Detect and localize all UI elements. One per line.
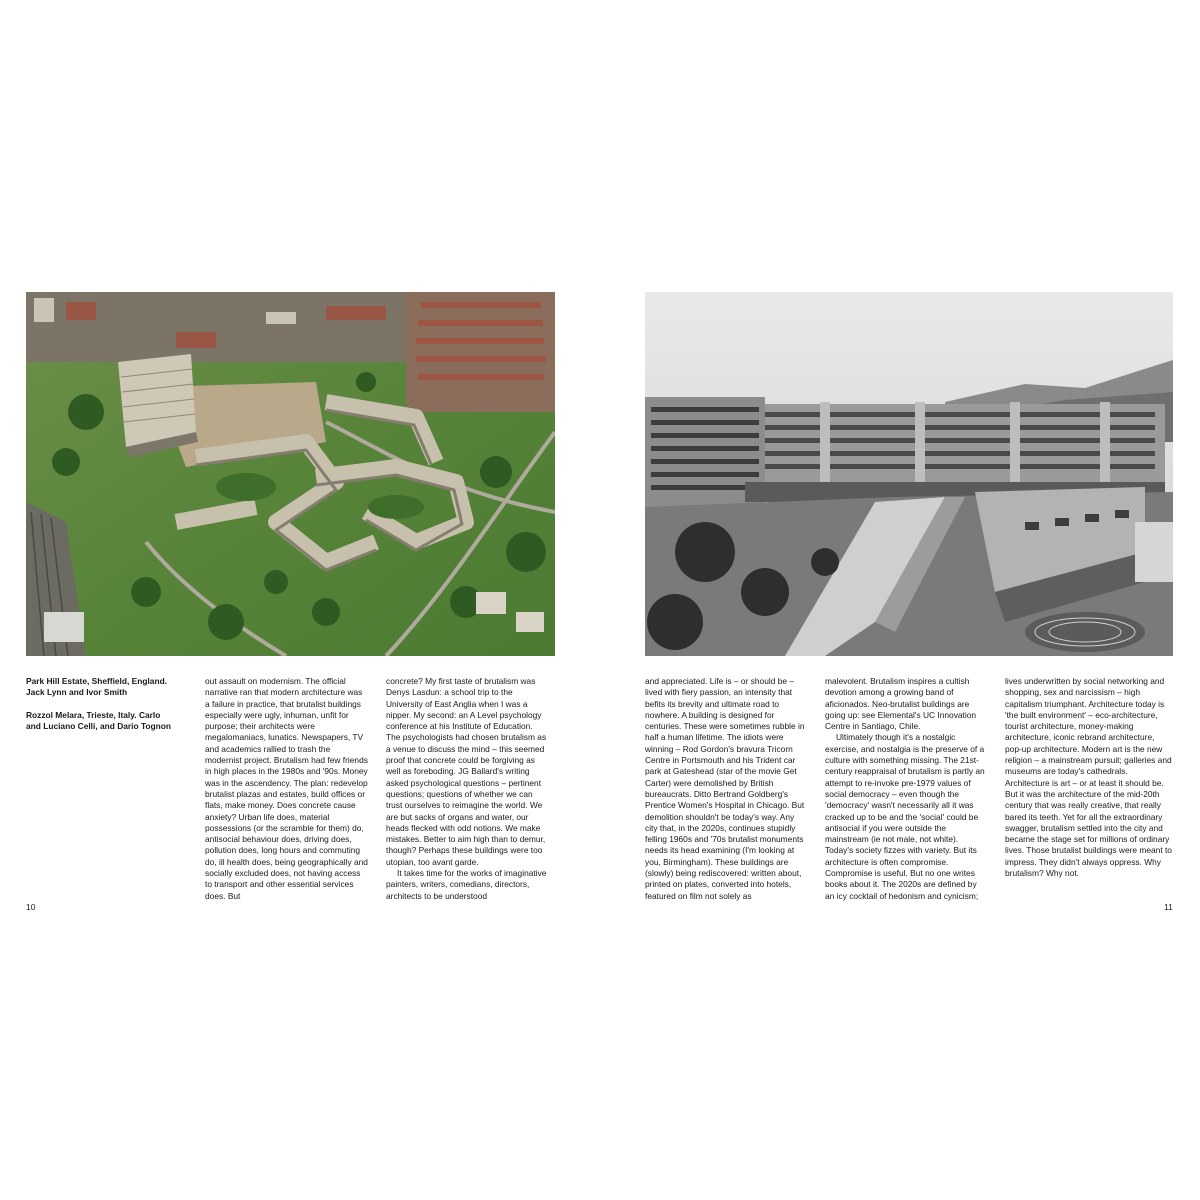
paragraph: Ultimately though it's a nostalgic exercise, and nostalgia is the preserve of a culture with something missing. The 21st-century reappraisal of brutalism is partly an attempt to re-invoke pre-1979 values of social democracy – even though the 'democracy' wasn't necessarily all it was cracked up to be and the 'social' could be antisocial if you were outside the mainstream (ie not male, not white). Today's society fizzes with variety. But its architecture is often compromise. Compromise is useful. But no one writes books about it. The 2020s are defined by an icy cocktail of hedonism and cynicism; — [825, 732, 985, 901]
photo-captions — [26, 676, 176, 743]
photo-park-hill-estate — [26, 292, 555, 656]
photo-rozzol-melara — [645, 292, 1173, 656]
paragraph: concrete? My first taste of brutalism was Denys Lasdun: a school trip to the University of East Anglia when I was a nipper. My second: an A Level psychology conference at his Institute of Education. The psychologists had chosen brutalism as a venue to discuss the mind – this seemed proof that concrete could be forgiving as well as foreboding. JG Ballard's writing asked psychological questions – pertinent questions; questions of whether we can trust ourselves to reimagine the world. We are but sacks of organs and water, our heads flecked with odd notions. We make mistakes. Better to aim high than to demur, though? Perhaps these buildings were too utopian, too avant garde. — [386, 676, 547, 867]
text-column-2 — [386, 676, 549, 902]
paragraph: and appreciated. Life is – or should be – lived with fiery passion, an intensity that befits its brevity and ultimate road to nowhere. A building is designed for centuries. These were sometimes rubble in half a human lifetime. The idiots were winning – Rod Gordon's bravura Tricorn Centre in Portsmouth and his Trident car park at Gateshead (star of the movie Get Carter) were demolished by British bureaucrats. Ditto Bertrand Goldberg's Prentice Women's Hospital in Chicago. But demolition shouldn't be today's way. Any city that, in the 2020s, continues stupidly felling 1960s and '70s brutalist monuments needs its head examining (I'm looking at you, Birmingham). These buildings are (slowly) being rediscovered: written about, printed on plates, converted into hotels, featured on film not solely as — [645, 676, 805, 901]
caption-rozzol-melara: Rozzol Melara, Trieste, Italy. Carlo and Luciano Celli, and Dario Tognon — [26, 709, 172, 731]
text-column-5 — [1005, 676, 1173, 879]
paragraph: out assault on modernism. The official narrative ran that modern architecture was a failure in practice, that brutalist buildings especially were ugly, inhuman, unfit for purpose; their architects were megalomaniacs, lunatics. Newspapers, TV and academics rallied to trash the modernist project. Brutalism had few friends in high places in the 1980s and '90s. Money was in the ascendency. The plan: redevelop brutalist plazas and estates, build offices or flats, make money. Does concrete cause anxiety? Urban life does, material possessions (or the scramble for them) do, antisocial behaviour does, driving does, pollution does, long hours and commuting do, ill health does, being geographically and socially excluded does, not having access to transport and other essential services does. But — [205, 676, 368, 901]
text-column-3 — [645, 676, 808, 902]
page-number-right: 11 — [1164, 902, 1173, 912]
text-column-1 — [205, 676, 368, 902]
paragraph: It takes time for the works of imaginative painters, writers, comedians, directors, architects to be understood — [386, 868, 547, 901]
caption-park-hill: Park Hill Estate, Sheffield, England. Jack Lynn and Ivor Smith — [26, 676, 168, 698]
text-column-4 — [825, 676, 988, 902]
page-number-left: 10 — [26, 902, 36, 912]
paragraph: malevolent. Brutalism inspires a cultish devotion among a growing band of aficionados. Neo-brutalist buildings are going up: see Elemental's UC Innovation Centre in Santiago, Chile. — [825, 676, 977, 732]
rozzol-melara-illustration — [645, 292, 1173, 656]
paragraph: lives underwritten by social networking and shopping, sex and narcissism – high capitalism triumphant. Architecture today is 'the built environment' – eco-architecture, tourist architecture, money-making architecture, iconic rebrand architecture, pop-up architecture. Modern art is the new religion – a mainstream pursuit; galleries and museums are today's cathedrals. Architecture is art – or at least it should be. But it was the architecture of the mid-20th century that was really creative, that really bared its teeth. Yet for all the extraordinary swagger, brutalism settled into the city and became the stage set for millions of ordinary lives. Those brutalist buildings were meant to impress. They didn't always oppress. Why brutalism? Why not. — [1005, 676, 1172, 879]
park-hill-aerial-illustration — [26, 292, 555, 656]
